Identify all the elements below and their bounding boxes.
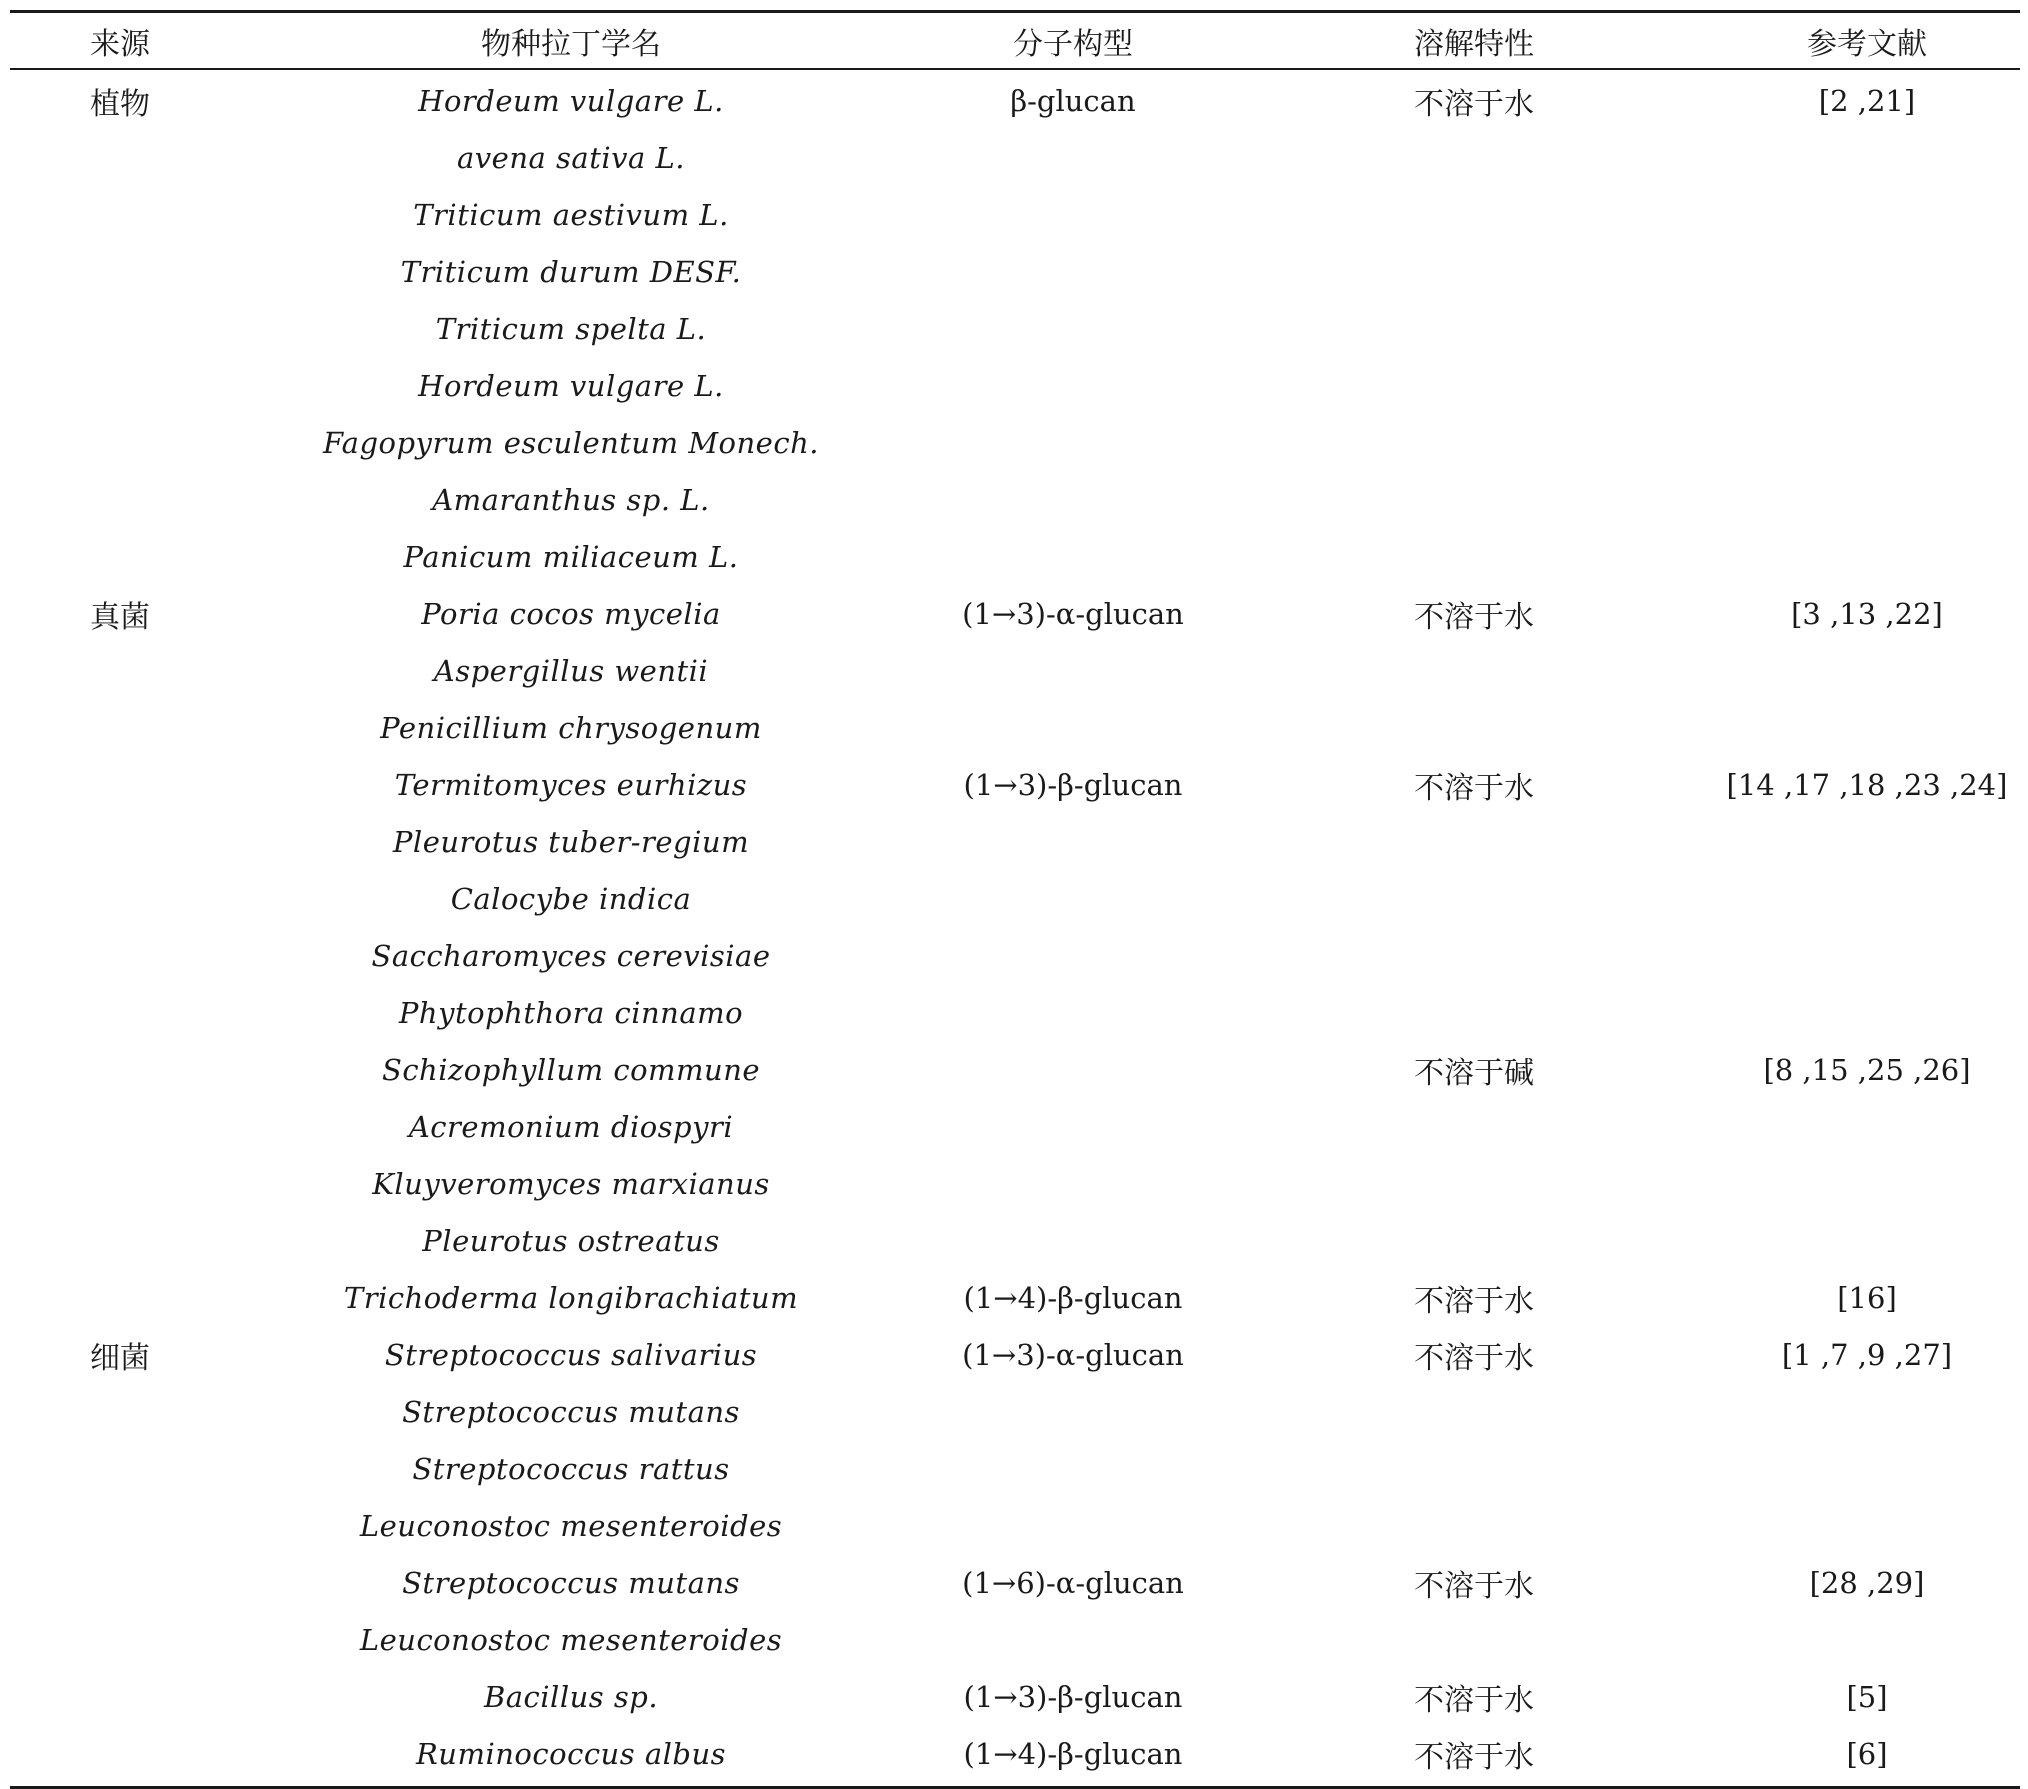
- table-row: [10, 72, 2020, 129]
- cell-species: Calocybe indica: [450, 881, 692, 916]
- header-solubility: 溶解特性: [1414, 26, 1534, 62]
- cell-species: Pleurotus tuber-regium: [392, 824, 750, 859]
- cell-species: Triticum durum DESF.: [400, 254, 742, 289]
- table-row: [10, 1497, 2020, 1554]
- cell-species: Poria cocos mycelia: [421, 596, 721, 631]
- glucan-source-table: [10, 10, 2020, 1789]
- table-row: [10, 984, 2020, 1041]
- cell-references: [5]: [1846, 1679, 1888, 1714]
- table-row: [10, 1155, 2020, 1212]
- table-row: [10, 1668, 2020, 1725]
- header-species: 物种拉丁学名: [481, 26, 661, 62]
- table-row: [10, 927, 2020, 984]
- cell-species: Bacillus sp.: [483, 1679, 659, 1714]
- table-row: [10, 1725, 2020, 1782]
- table-row: [10, 357, 2020, 414]
- cell-species: Kluyveromyces marxianus: [372, 1166, 770, 1201]
- cell-source: 真菌: [90, 599, 150, 635]
- cell-configuration: β-glucan: [1010, 83, 1136, 118]
- table-row: [10, 300, 2020, 357]
- cell-species: Panicum miliaceum L.: [403, 539, 739, 574]
- cell-solubility: 不溶于水: [1414, 1340, 1534, 1376]
- cell-solubility: 不溶于碱: [1414, 1055, 1534, 1091]
- cell-species: avena sativa L.: [457, 140, 685, 175]
- cell-species: Streptococcus rattus: [412, 1451, 730, 1486]
- table-row: [10, 1041, 2020, 1098]
- table-row: [10, 642, 2020, 699]
- cell-species: Aspergillus wentii: [433, 653, 709, 688]
- cell-source: 植物: [90, 86, 150, 122]
- table-row: [10, 699, 2020, 756]
- cell-references: [28 ,29]: [1809, 1565, 1925, 1600]
- cell-species: Streptococcus salivarius: [384, 1337, 758, 1372]
- cell-solubility: 不溶于水: [1414, 1283, 1534, 1319]
- table-row: [10, 1326, 2020, 1383]
- cell-configuration: (1→4)-β-glucan: [963, 1736, 1183, 1771]
- cell-species: Penicillium chrysogenum: [380, 710, 762, 745]
- cell-species: Trichoderma longibrachiatum: [343, 1280, 799, 1315]
- cell-species: Streptococcus mutans: [402, 1565, 740, 1600]
- table-row: [10, 1383, 2020, 1440]
- table-row: [10, 1440, 2020, 1497]
- cell-species: Fagopyrum esculentum Monech.: [323, 425, 819, 460]
- cell-species: Acremonium diospyri: [408, 1109, 734, 1144]
- table-row: [10, 1212, 2020, 1269]
- cell-configuration: (1→3)-β-glucan: [963, 767, 1183, 802]
- table-body: [10, 70, 2020, 1786]
- cell-references: [3 ,13 ,22]: [1791, 596, 1943, 631]
- cell-species: Leuconostoc mesenteroides: [359, 1508, 783, 1543]
- table-header-row: [10, 13, 2020, 68]
- cell-configuration: (1→4)-β-glucan: [963, 1280, 1183, 1315]
- table-row: [10, 1554, 2020, 1611]
- cell-solubility: 不溶于水: [1414, 1682, 1534, 1718]
- header-configuration: 分子构型: [1013, 26, 1133, 62]
- cell-species: Triticum aestivum L.: [413, 197, 729, 232]
- cell-species: Saccharomyces cerevisiae: [371, 938, 771, 973]
- cell-solubility: 不溶于水: [1414, 599, 1534, 635]
- cell-solubility: 不溶于水: [1414, 1739, 1534, 1775]
- cell-source: 细菌: [90, 1340, 150, 1376]
- cell-references: [14 ,17 ,18 ,23 ,24]: [1726, 767, 2008, 802]
- table-row: [10, 129, 2020, 186]
- cell-species: Pleurotus ostreatus: [422, 1223, 720, 1258]
- table-row: [10, 756, 2020, 813]
- cell-species: Ruminococcus albus: [415, 1736, 727, 1771]
- cell-solubility: 不溶于水: [1414, 770, 1534, 806]
- cell-species: Hordeum vulgare L.: [418, 83, 724, 118]
- cell-references: [6]: [1846, 1736, 1888, 1771]
- table-row: [10, 528, 2020, 585]
- cell-references: [16]: [1837, 1280, 1897, 1315]
- header-references: 参考文献: [1807, 26, 1927, 62]
- cell-species: Triticum spelta L.: [435, 311, 707, 346]
- cell-species: Phytophthora cinnamo: [398, 995, 744, 1030]
- table-row: [10, 1611, 2020, 1668]
- cell-species: Schizophyllum commune: [381, 1052, 761, 1087]
- cell-solubility: 不溶于水: [1414, 1568, 1534, 1604]
- header-source: 来源: [90, 26, 150, 62]
- table-row: [10, 243, 2020, 300]
- cell-species: Termitomyces eurhizus: [394, 767, 748, 802]
- table-row: [10, 1269, 2020, 1326]
- cell-species: Hordeum vulgare L.: [418, 368, 724, 403]
- table-row: [10, 471, 2020, 528]
- table-row: [10, 813, 2020, 870]
- cell-configuration: (1→3)-α-glucan: [962, 596, 1184, 631]
- cell-species: Leuconostoc mesenteroides: [359, 1622, 783, 1657]
- table-row: [10, 1098, 2020, 1155]
- cell-references: [8 ,15 ,25 ,26]: [1763, 1052, 1971, 1087]
- cell-configuration: (1→3)-α-glucan: [962, 1337, 1184, 1372]
- table-row: [10, 870, 2020, 927]
- cell-references: [2 ,21]: [1818, 83, 1916, 118]
- cell-configuration: (1→6)-α-glucan: [962, 1565, 1184, 1600]
- table-row: [10, 414, 2020, 471]
- cell-references: [1 ,7 ,9 ,27]: [1781, 1337, 1953, 1372]
- cell-species: Amaranthus sp. L.: [432, 482, 710, 517]
- cell-solubility: 不溶于水: [1414, 86, 1534, 122]
- table-row: [10, 585, 2020, 642]
- table-row: [10, 186, 2020, 243]
- cell-species: Streptococcus mutans: [402, 1394, 740, 1429]
- cell-configuration: (1→3)-β-glucan: [963, 1679, 1183, 1714]
